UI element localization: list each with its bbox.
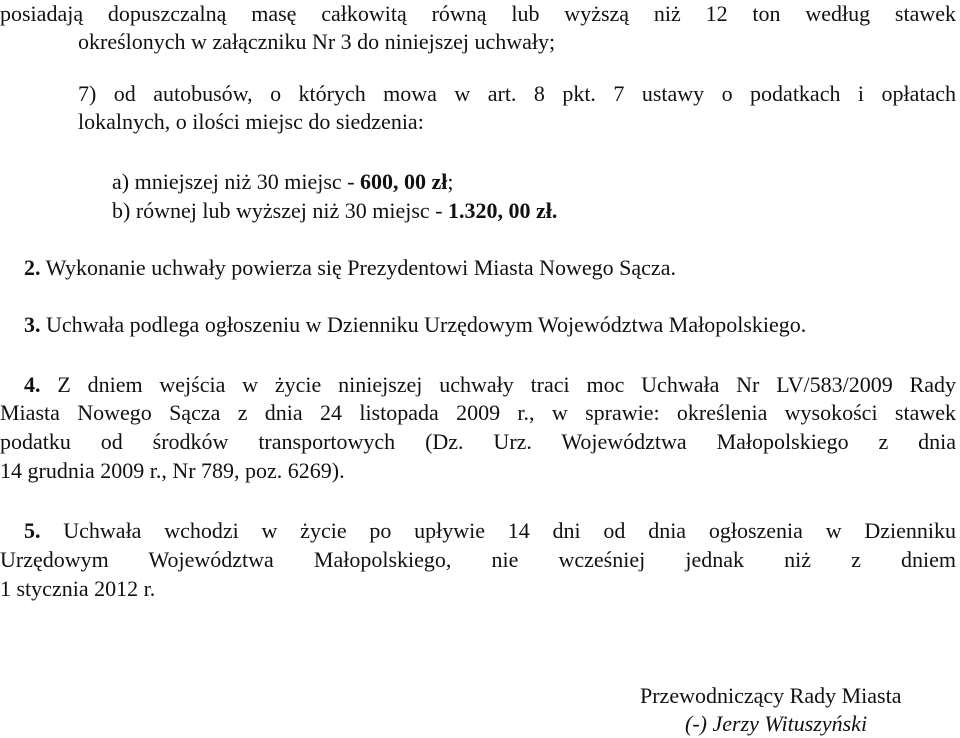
- paragraph-4-line-3: podatku od środków transportowych (Dz. Urz. Województwa Małopolskiego z dnia: [0, 429, 956, 454]
- paragraph-4-line-1: [24, 371, 956, 399]
- item-7b: [112, 197, 557, 225]
- paragraph-4-number: 4.: [24, 372, 41, 397]
- continuation-line-1: posiadają dopuszczalną masę całkowitą równą lub wyższą niż 12 ton według stawek: [0, 1, 956, 26]
- paragraph-4-line-2: [0, 399, 956, 427]
- signature-title: Przewodniczący Rady Miasta: [640, 683, 902, 708]
- paragraph-5-line-1-text: Uchwała wchodzi w życie po upływie 14 dni od dnia ogłoszenia w Dzienniku: [40, 518, 956, 543]
- item-7a-text: a) mniejszej niż 30 miejsc -: [112, 169, 361, 194]
- paragraph-5-line-3: 1 stycznia 2012 r.: [0, 576, 156, 601]
- item-7-line-1: 7) od autobusów, o których mowa w art. 8 pkt. 7 ustawy o podatkach i opłatach: [78, 81, 956, 106]
- continuation-line-2: określonych w załączniku Nr 3 do niniejszej uchwały;: [78, 29, 556, 54]
- item-7-line-2: lokalnych, o ilości miejsc do siedzenia:: [78, 109, 424, 134]
- paragraph-2: [24, 254, 676, 282]
- item-7a: [112, 168, 454, 196]
- item-7b-text: b) równej lub wyższej niż 30 miejsc -: [112, 198, 449, 223]
- paragraph-4-line-4a: 14 grudnia 2009 r.: [0, 458, 162, 483]
- paragraph-3-text: Uchwała podlega ogłoszeniu w Dzienniku Urzędowym Województwa Małopolskiego.: [40, 312, 807, 337]
- paragraph-3-number: 3.: [24, 312, 41, 337]
- paragraph-4-line-1-text: Z dniem wejścia w życie niniejszej uchwały traci moc Uchwała Nr LV/583/2009 Rady: [40, 372, 956, 397]
- paragraph-5-number: 5.: [24, 518, 41, 543]
- paragraph-5-line-2: Urzędowym Województwa Małopolskiego, nie wcześniej jednak niż z dniem: [0, 547, 956, 572]
- paragraph-4-line-2b: , w sprawie: określenia wysokości stawek: [529, 400, 956, 425]
- paragraph-3: [24, 311, 806, 339]
- paragraph-4-line-4: [0, 457, 345, 485]
- item-7a-end: ;: [447, 169, 454, 194]
- item-7a-amount: 600, 00 zł: [360, 169, 448, 194]
- paragraph-4-line-4b: , Nr 789, poz. 6269).: [161, 458, 345, 483]
- signature-name: (-) Jerzy Wituszyński: [685, 711, 868, 736]
- paragraph-2-number: 2.: [24, 255, 41, 280]
- paragraph-2-text: Wykonanie uchwały powierza się Prezydentowi Miasta Nowego Sącza.: [40, 255, 676, 280]
- paragraph-5-line-1: [24, 517, 956, 545]
- item-7b-amount: 1.320, 00 zł.: [448, 198, 558, 223]
- paragraph-4-line-2a: Miasta Nowego Sącza z dnia 24 listopada 2009 r.: [0, 400, 530, 425]
